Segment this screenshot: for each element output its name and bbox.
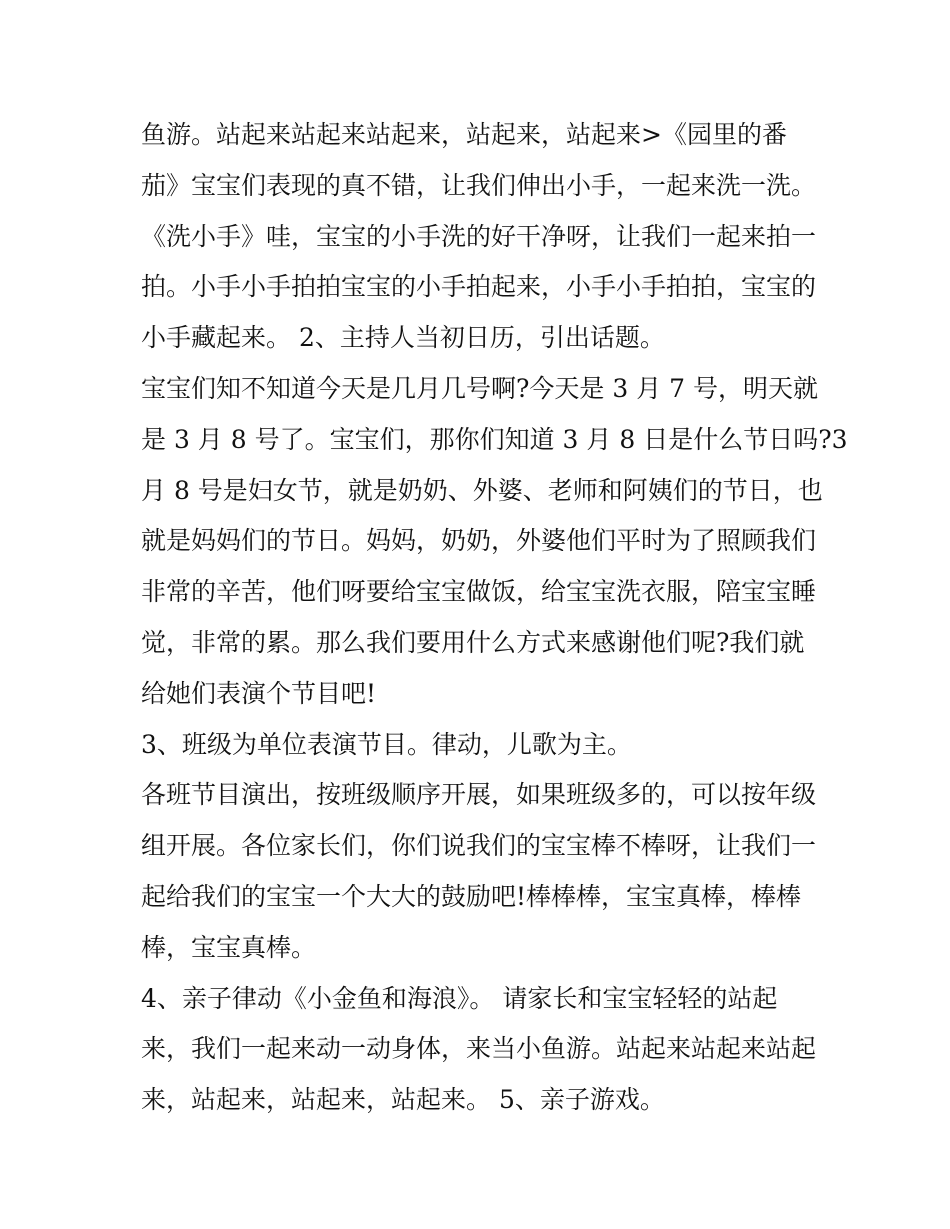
section-heading: 3、班级为单位表演节目。律动，儿歌为主。 xyxy=(141,729,632,759)
section-heading: 4、亲子律动《小金鱼和海浪》。 请家长和宝宝轻轻的站起 xyxy=(141,983,778,1013)
text-line: 组开展。各位家长们，你们说我们的宝宝棒不棒呀，让我们一 xyxy=(141,831,817,861)
text-line: 月 8 号是妇女节，就是奶奶、外婆、老师和阿姨们的节日，也 xyxy=(141,475,823,505)
text-line: 起给我们的宝宝一个大大的鼓励吧!棒棒棒，宝宝真棒，棒棒 xyxy=(141,881,802,911)
text-line: 各班节目演出，按班级顺序开展，如果班级多的，可以按年级 xyxy=(141,780,817,810)
text-line: 觉，非常的累。那么我们要用什么方式来感谢他们呢?我们就 xyxy=(141,627,805,657)
text-line: 宝宝们知不知道今天是几月几号啊?今天是 3 月 7 号，明天就 xyxy=(141,373,819,403)
text-line: 是 3 月 8 号了。宝宝们，那你们知道 3 月 8 日是什么节日吗?3 xyxy=(141,424,848,454)
text-line: 拍。小手小手拍拍宝宝的小手拍起来，小手小手拍拍，宝宝的 xyxy=(141,272,817,302)
text-line: 小手藏起来。 2、主持人当初日历，引出话题。 xyxy=(141,323,665,353)
text-line: 茄》宝宝们表现的真不错，让我们伸出小手，一起来洗一洗。 xyxy=(141,170,817,200)
text-line: 给她们表演个节目吧! xyxy=(141,678,377,708)
text-line: 非常的辛苦，他们呀要给宝宝做饭，给宝宝洗衣服，陪宝宝睡 xyxy=(141,577,817,607)
text-line: 来，站起来，站起来，站起来。 5、亲子游戏。 xyxy=(141,1085,665,1115)
text-line: 《洗小手》哇，宝宝的小手洗的好干净呀，让我们一起来拍一 xyxy=(141,221,817,251)
text-line: 来，我们一起来动一动身体，来当小鱼游。站起来站起来站起 xyxy=(141,1034,817,1064)
text-line: 棒，宝宝真棒。 xyxy=(141,932,317,962)
text-line: 鱼游。站起来站起来站起来，站起来，站起来>《园里的番 xyxy=(141,120,787,149)
body-text xyxy=(141,110,848,1126)
text-line: 就是妈妈们的节日。妈妈，奶奶，外婆他们平时为了照顾我们 xyxy=(141,526,817,556)
